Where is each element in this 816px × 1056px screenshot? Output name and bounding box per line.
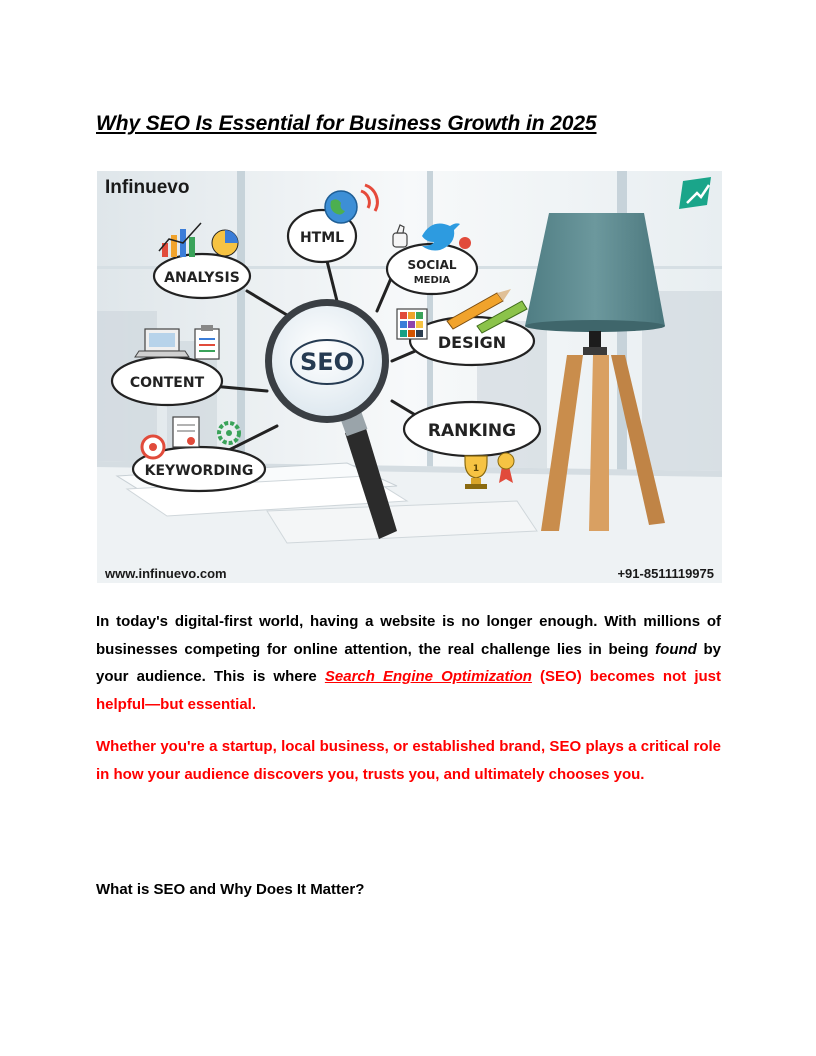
trophy-icon: [465, 456, 487, 489]
svg-text:SOCIAL: SOCIAL: [407, 258, 457, 272]
intro-text-a: In today's digital-first world, having a website is no longer enough. With millions of businesses competing for online attention, the real challenge lies in being: [96, 613, 721, 658]
svg-text:CONTENT: CONTENT: [129, 375, 205, 391]
intro-paragraph: [96, 608, 721, 718]
svg-text:ANALYSIS: ANALYSIS: [164, 270, 240, 286]
second-paragraph: Whether you're a startup, local business, or established brand, SEO plays a critical role in how your audience discovers you, trusts you, and ultimately chooses you.: [96, 738, 721, 783]
pie-chart-icon: [212, 230, 238, 256]
hero-image: [97, 171, 722, 583]
intro-red-tail: (SEO) becomes not just helpful—but essential.: [96, 668, 722, 713]
clipboard-icon: [195, 325, 219, 359]
svg-text:SEO: SEO: [299, 348, 355, 376]
svg-text:KEYWORDING: KEYWORDING: [144, 463, 254, 479]
phone-number: +91-8511119975: [617, 566, 714, 581]
page-title: Why SEO Is Essential for Business Growth in 2025: [96, 112, 597, 135]
target-icon: [142, 436, 164, 458]
svg-text:1: 1: [472, 464, 480, 474]
svg-text:RANKING: RANKING: [427, 421, 517, 441]
brand-name: Infinuevo: [105, 177, 190, 198]
intro-text-b: by your audience. This is where: [96, 640, 721, 685]
section-heading: What is SEO and Why Does It Matter?: [96, 881, 365, 898]
certificate-icon: [173, 417, 199, 447]
found-word: found: [655, 640, 697, 658]
palette-icon: [397, 309, 427, 339]
brand-logo-icon: [679, 177, 711, 209]
svg-text:DESIGN: DESIGN: [437, 333, 507, 352]
svg-text:HTML: HTML: [299, 230, 345, 246]
svg-text:MEDIA: MEDIA: [413, 275, 451, 286]
seo-link[interactable]: Search Engine Optimization: [324, 668, 532, 685]
website-url: www.infinuevo.com: [105, 566, 227, 581]
